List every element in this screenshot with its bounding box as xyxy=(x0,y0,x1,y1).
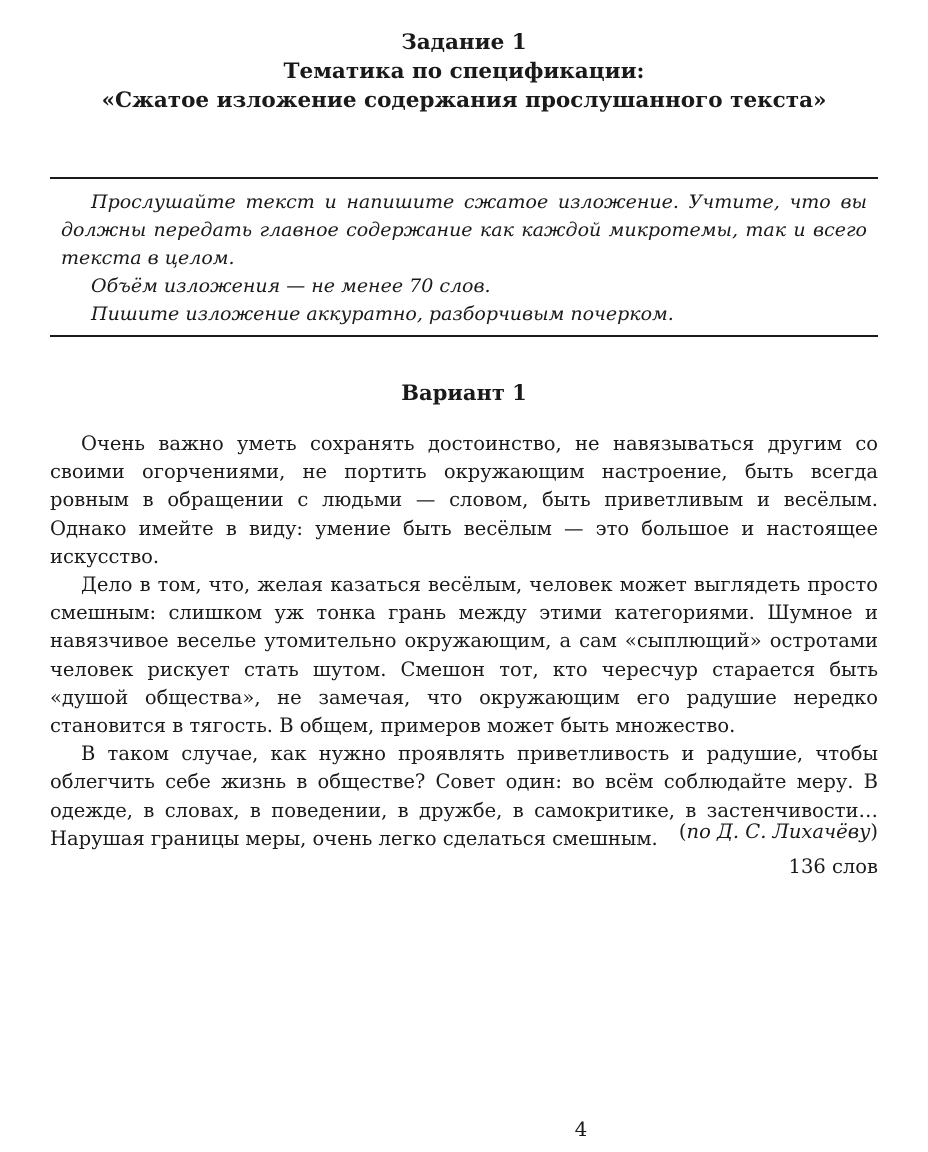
instructions-box xyxy=(50,177,878,337)
task-heading xyxy=(50,28,878,115)
attribution xyxy=(679,818,878,846)
source-text xyxy=(50,430,878,853)
instruction-paragraph: Пишите изложение аккуратно, разборчивым почерком. xyxy=(91,303,674,325)
attribution-close: ) xyxy=(870,820,878,843)
text-paragraph: Дело в том, что, желая казаться весёлым, человек может выглядеть просто смешным: слишком уж тонка грань между этими категориями. Шумное и навязчивое веселье утомительно окружающим, а сам «сыплющий» остротами человек рискует стать шутом. Смешон тот, кто чересчур старается быть «душой общества», не замечая, что окружающим его радушие нередко становится в тягость. В общем, примеров может быть множество. xyxy=(50,573,878,738)
topic-title: «Сжатое изложение содержания прослушанного текста» xyxy=(101,88,827,113)
attribution-author: по Д. С. Лихачёву xyxy=(686,820,871,843)
variant-title: Вариант 1 xyxy=(401,380,527,405)
attribution-open: ( xyxy=(678,820,687,843)
text-paragraph: В таком случае, как нужно проявлять приветливость и радушие, чтобы облегчить себе жизнь в обществе? Совет один: во всём соблюдайте меру. В одежде, в словах, в поведении, в дружбе, в самокритике, в застенчивости… Нарушая границы меры, очень легко сделаться смешным. xyxy=(50,742,878,850)
task-number: Задание 1 xyxy=(401,30,527,55)
page-number: 4 xyxy=(574,1117,588,1141)
topic-label: Тематика по спецификации: xyxy=(283,59,645,84)
text-paragraph: Очень важно уметь сохранять достоинство, не навязываться другим со своими огорчениями, не портить окружающим настроение, быть всегда ровным в обращении с людьми — словом, быть приветливым и весёлым. Однако имейте в виду: умение быть весёлым — это большое и настоящее искусство. xyxy=(50,432,878,568)
page-number-wrap xyxy=(0,1116,928,1142)
word-count: 136 слов xyxy=(788,855,878,878)
instruction-paragraph: Объём изложения — не менее 70 слов. xyxy=(91,275,491,297)
instruction-paragraph: Прослушайте текст и напишите сжатое изложение. Учтите, что вы должны передать главное содержание как каждой микротемы, так и всего текста в целом. xyxy=(61,191,867,269)
